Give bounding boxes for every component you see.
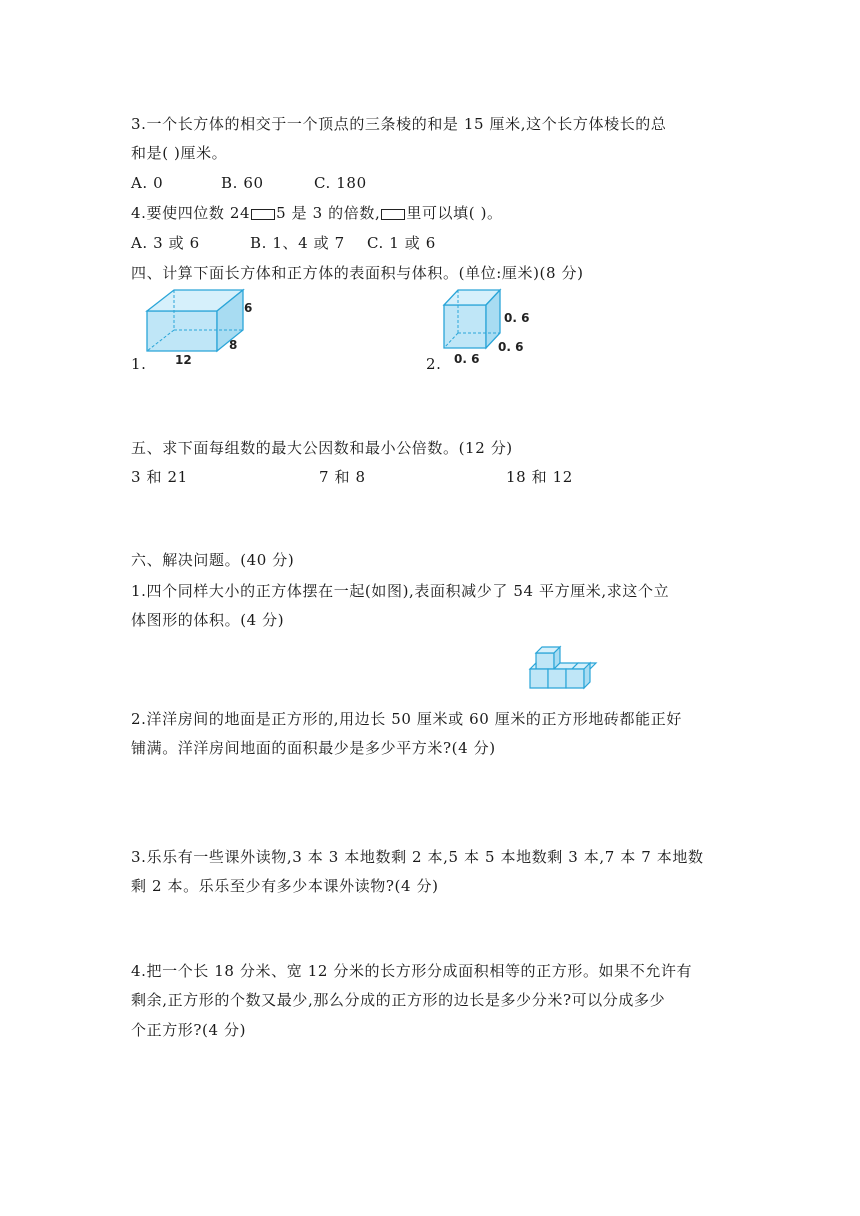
q4-option-a: A. 3 或 6 — [131, 234, 200, 252]
problem3-line2: 剩 2 本。乐乐至少有多少本课外读物?(4 分) — [131, 877, 439, 895]
q3-line2: 和是( )厘米。 — [131, 144, 228, 162]
cuboid-figure — [140, 285, 270, 370]
problem1-line1: 1.四个同样大小的正方体摆在一起(如图),表面积减少了 54 平方厘米,求这个立 — [131, 582, 670, 600]
blank-box — [251, 209, 275, 220]
section4-title: 四、计算下面长方体和正方体的表面积与体积。(单位:厘米)(8 分) — [131, 264, 584, 282]
cube-figure — [440, 285, 550, 370]
four-cubes-figure — [522, 638, 602, 694]
problem2-line1: 2.洋洋房间的地面是正方形的,用边长 50 厘米或 60 厘米的正方形地砖都能正好 — [131, 710, 682, 728]
number-pair-2: 7 和 8 — [319, 468, 366, 486]
q3-line1: 3.一个长方体的相交于一个顶点的三条棱的和是 15 厘米,这个长方体棱长的总 — [131, 115, 667, 133]
figure1-number: 1. — [131, 355, 147, 373]
q4-line — [131, 203, 503, 223]
q4-text-part1: 4.要使四位数 24 — [131, 204, 251, 222]
q4-text-part2: 5 是 3 的倍数, — [276, 204, 381, 222]
cuboid-width-label: 8 — [229, 338, 238, 352]
section6-title: 六、解决问题。(40 分) — [131, 551, 295, 569]
cube-depth-label: 0. 6 — [498, 340, 524, 354]
number-pair-1: 3 和 21 — [131, 468, 188, 486]
cuboid-height-label: 6 — [244, 301, 253, 315]
q4-option-c: C. 1 或 6 — [367, 234, 436, 252]
problem4-line3: 个正方形?(4 分) — [131, 1021, 247, 1039]
cube-bottom-label: 0. 6 — [454, 352, 480, 366]
number-pair-3: 18 和 12 — [506, 468, 573, 486]
cube-height-label: 0. 6 — [504, 311, 530, 325]
section5-title: 五、求下面每组数的最大公因数和最小公倍数。(12 分) — [131, 439, 513, 457]
q3-option-c: C. 180 — [314, 174, 367, 192]
problem4-line1: 4.把一个长 18 分米、宽 12 分米的长方形分成面积相等的正方形。如果不允许有 — [131, 962, 693, 980]
q4-text-part3: 里可以填( )。 — [406, 204, 503, 222]
problem1-line2: 体图形的体积。(4 分) — [131, 611, 285, 629]
problem4-line2: 剩余,正方形的个数又最少,那么分成的正方形的边长是多少分米?可以分成多少 — [131, 991, 666, 1009]
problem3-line1: 3.乐乐有一些课外读物,3 本 3 本地数剩 2 本,5 本 5 本地数剩 3 本,7 本 7 本地数 — [131, 848, 704, 866]
q3-option-b: B. 60 — [221, 174, 264, 192]
problem2-line2: 铺满。洋洋房间地面的面积最少是多少平方米?(4 分) — [131, 739, 496, 757]
figure2-number: 2. — [426, 355, 442, 373]
blank-box — [381, 209, 405, 220]
q3-option-a: A. 0 — [131, 174, 164, 192]
cuboid-length-label: 12 — [175, 353, 192, 367]
q4-option-b: B. 1、4 或 7 — [250, 234, 345, 252]
